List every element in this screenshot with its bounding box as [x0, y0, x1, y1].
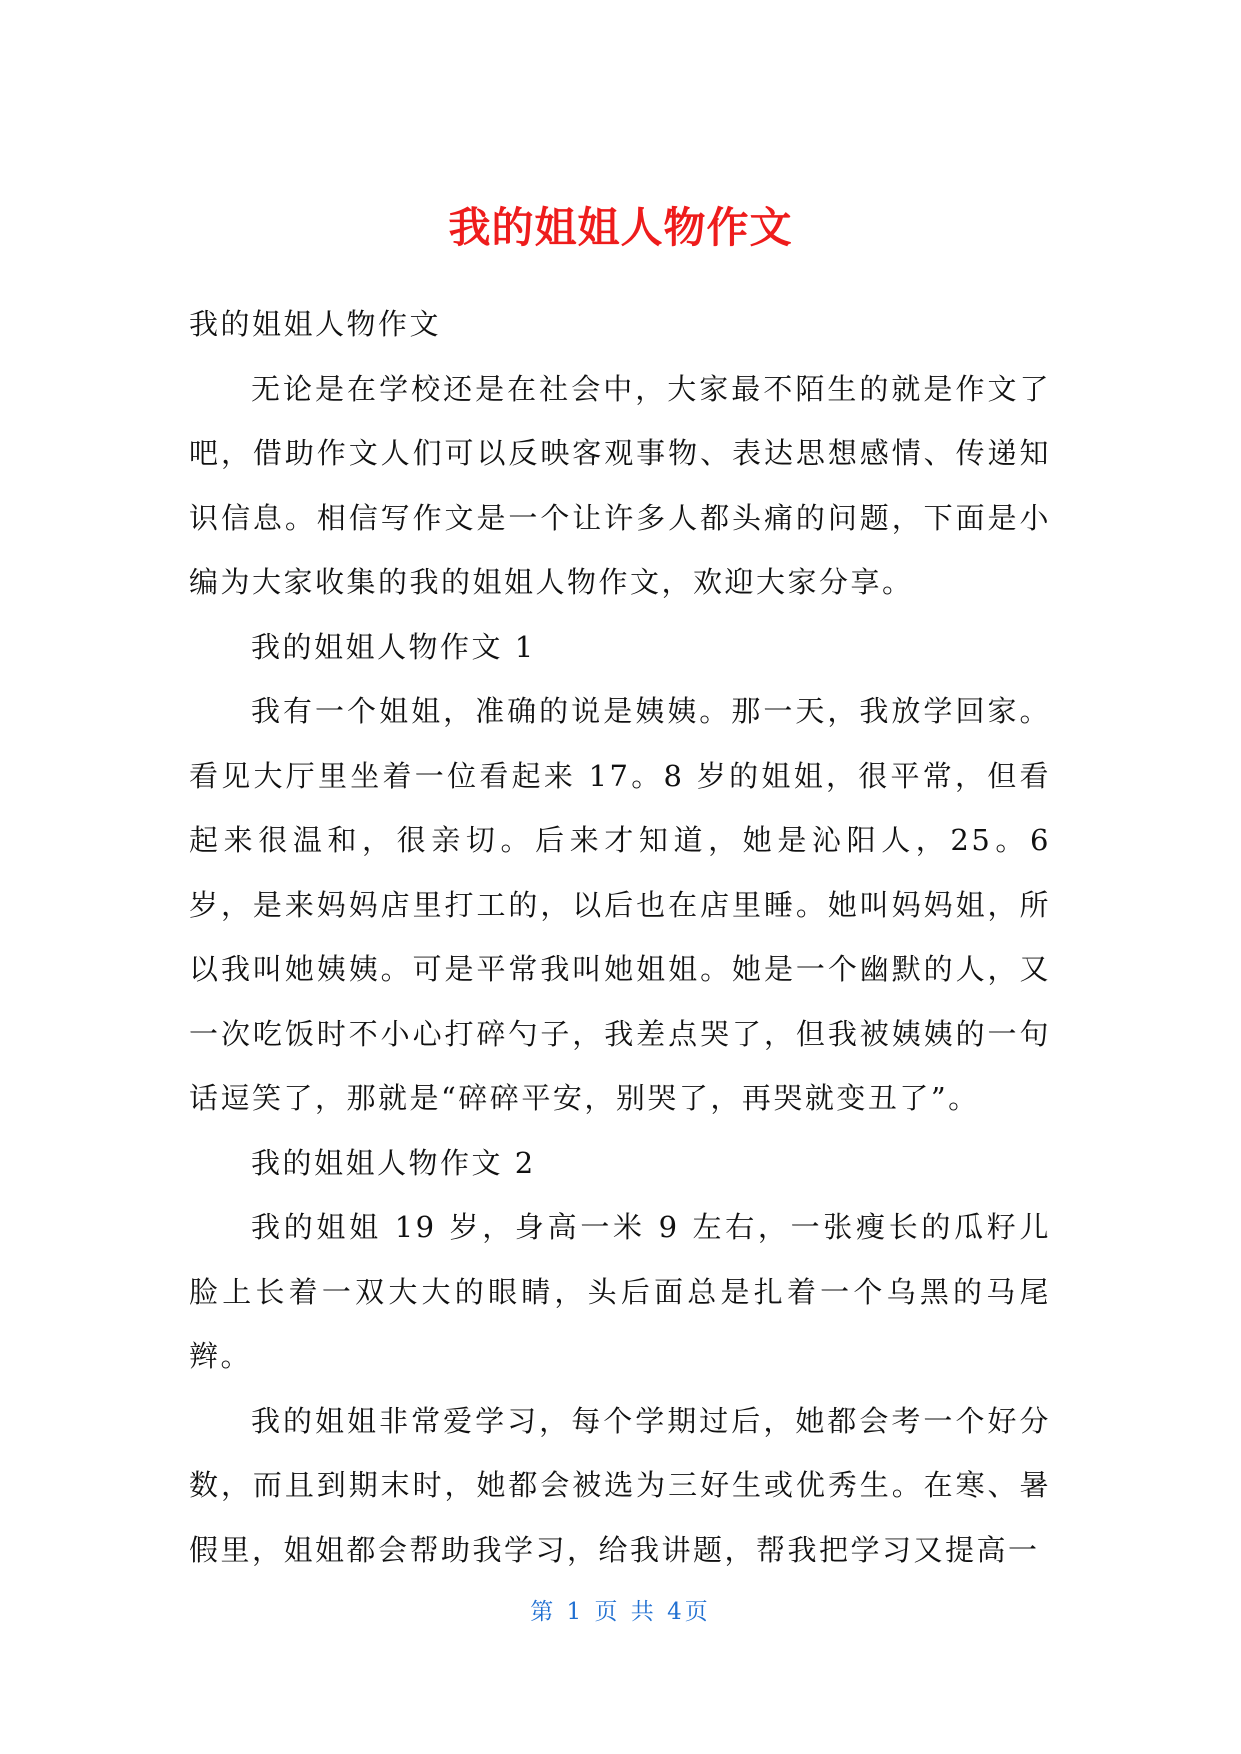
section-heading-1: 我的姐姐人物作文 1	[251, 629, 536, 664]
essay-2-paragraph-2: 我的姐姐非常爱学习，每个学期过后，她都会考一个好分数，而且到期末时，她都会被选为三好生或优秀生。在寒、暑假里，姐姐都会帮助我学习，给我讲题，帮我把学习又提高一	[189, 1403, 1051, 1567]
essay-1-paragraph: 我有一个姐姐，准确的说是姨姨。那一天，我放学回家。看见大厅里坐着一位看起来 17。8 岁的姐姐，很平常，但看起来很温和，很亲切。后来才知道，她是沁阳人，25。6 岁，是来妈妈店里打工的，以后也在店里睡。她叫妈妈姐，所以我叫她姨姨。可是平常我叫她姐姐。她是一个幽默的人，又一次吃饭时不小心打碎勺子，我差点哭了，但我被姨姨的一句话逗笑了，那就是“碎碎平安，别哭了，再哭就变丑了”。	[189, 694, 1051, 1115]
footer-prefix: 第	[530, 1599, 557, 1625]
page-footer	[0, 1596, 1241, 1628]
footer-current-page: 1	[566, 1599, 585, 1625]
document-body	[189, 292, 1051, 1582]
subtitle-paragraph: 我的姐姐人物作文	[189, 307, 442, 341]
essay-2-paragraph-1: 我的姐姐 19 岁，身高一米 9 左右，一张瘦长的瓜籽儿脸上长着一双大大的眼睛，头后面总是扎着一个乌黑的马尾辫。	[189, 1210, 1051, 1373]
section-heading-2: 我的姐姐人物作文 2	[251, 1145, 536, 1180]
footer-mid: 页 共	[594, 1599, 657, 1625]
intro-paragraph: 无论是在学校还是在社会中，大家最不陌生的就是作文了吧，借助作文人们可以反映客观事物、表达思想感情、传递知识信息。相信写作文是一个让许多人都头痛的问题，下面是小编为大家收集的我的姐姐人物作文，欢迎大家分享。	[189, 371, 1051, 599]
document-title: 我的姐姐人物作文	[448, 203, 793, 252]
footer-total-pages: 4	[667, 1599, 685, 1625]
footer-suffix: 页	[684, 1599, 711, 1625]
